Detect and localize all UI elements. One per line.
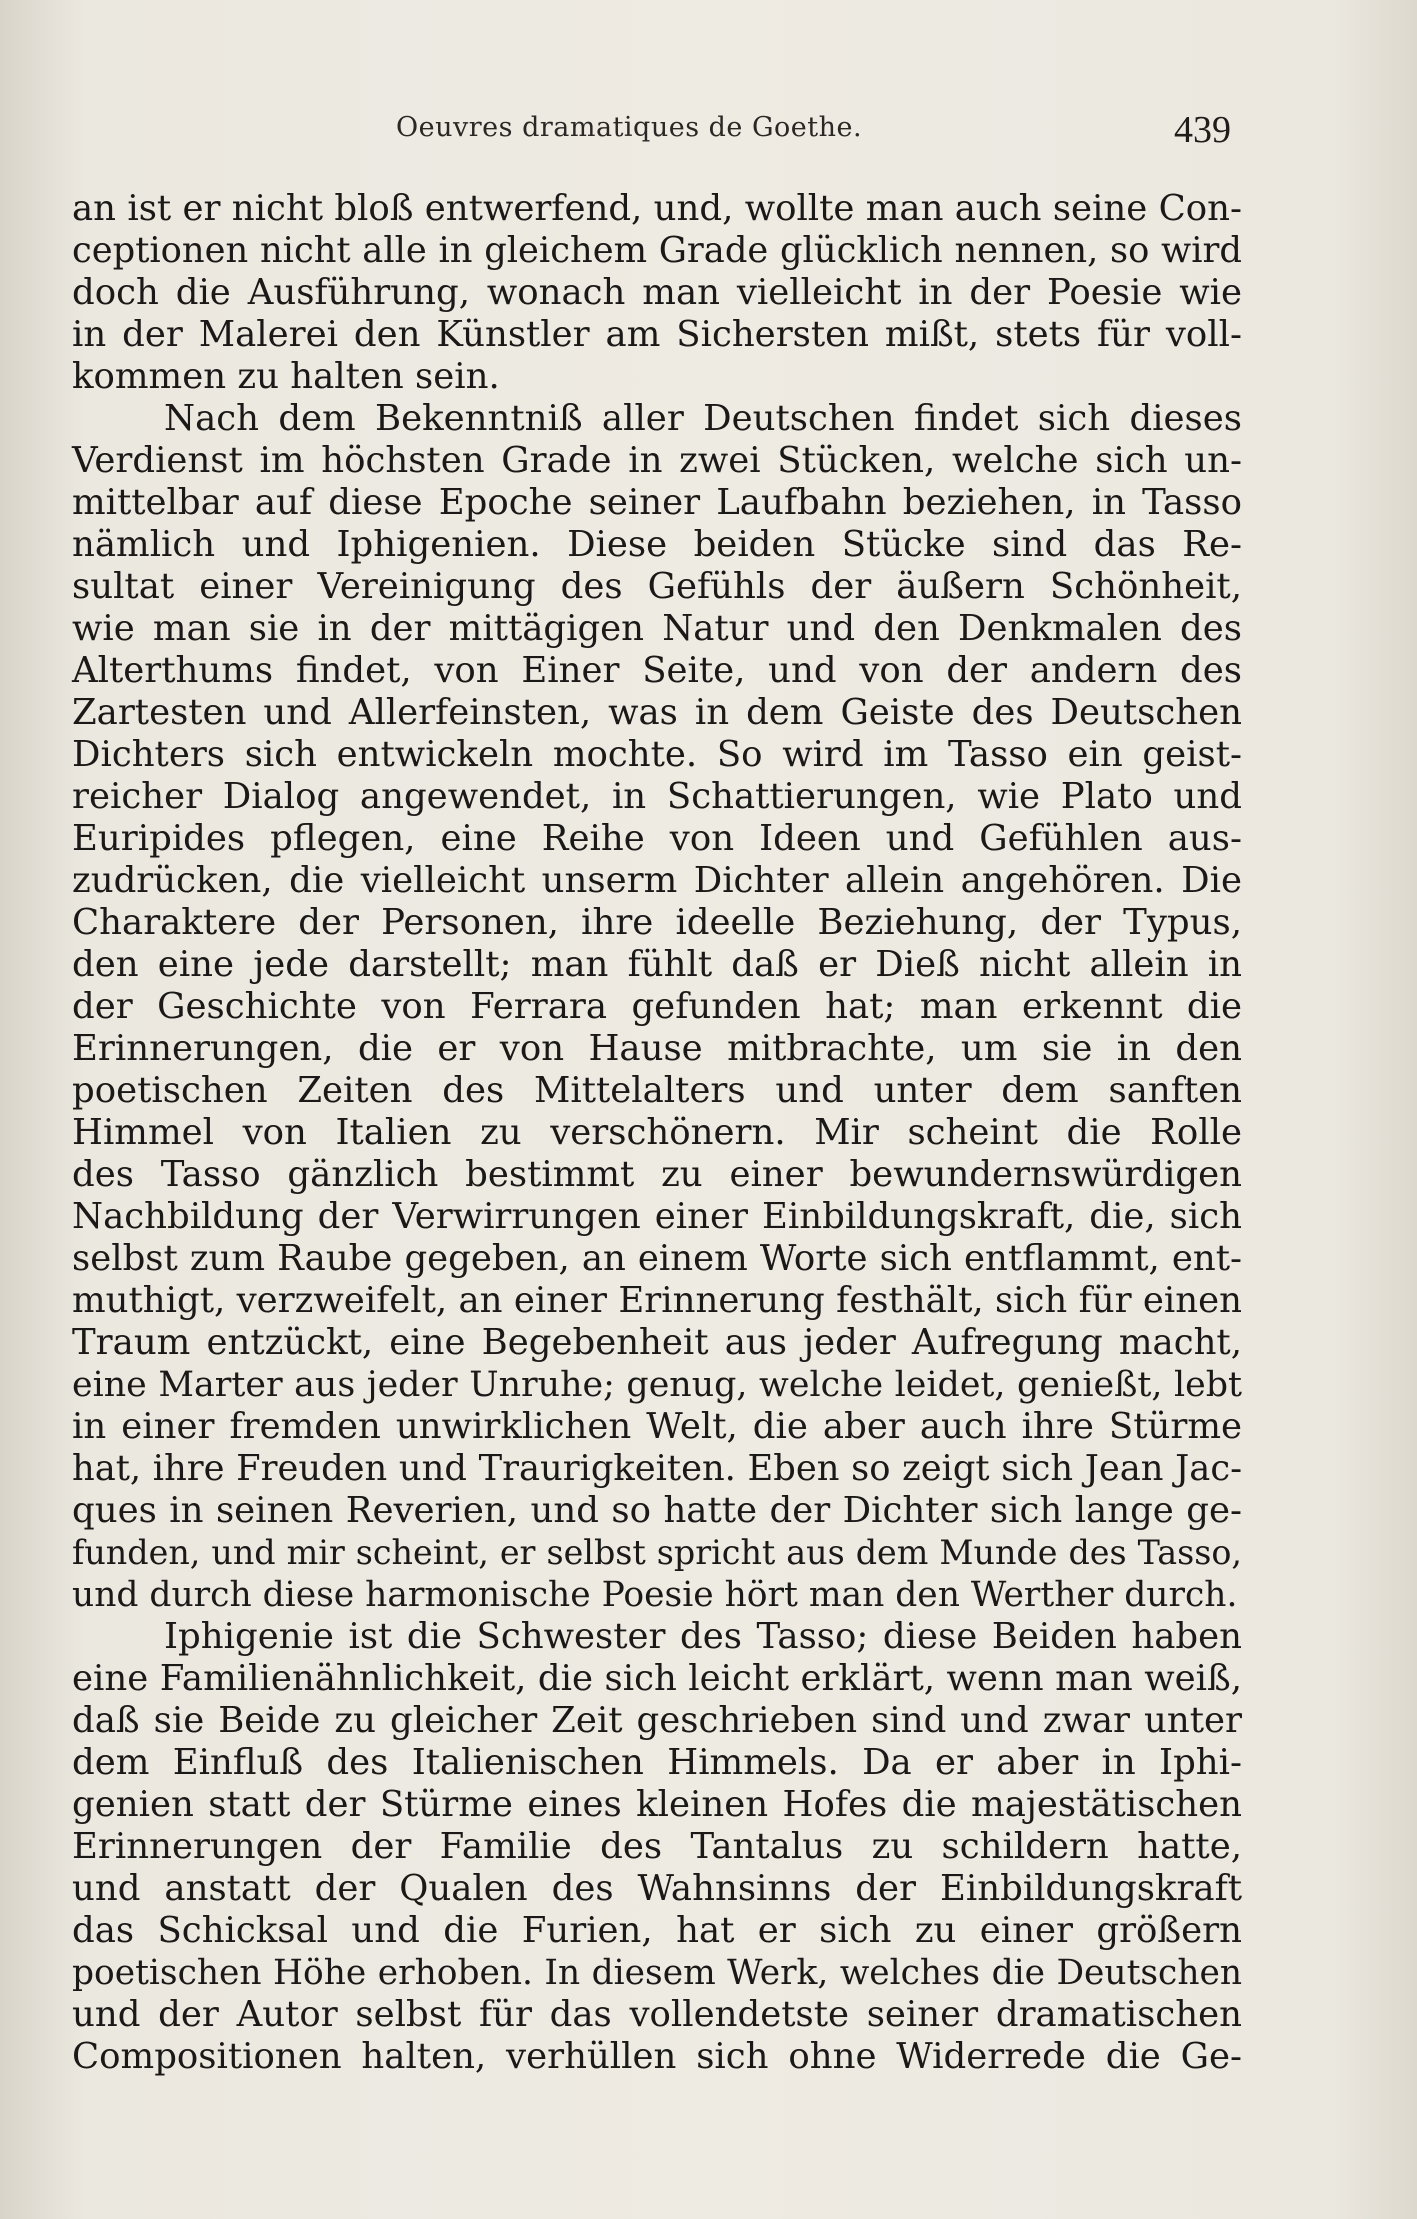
running-head-title: Oeuvres dramatiques de Goethe. (396, 112, 863, 143)
body-text (72, 188, 1242, 2078)
text-line: und der Autor selbst für das vollendetste seiner dramatischen (72, 1994, 1242, 2035)
text-line: das Schicksal und die Furien, hat er sich zu einer größern (72, 1910, 1242, 1951)
text-line: hat, ihre Freuden und Traurigkeiten. Eben so zeigt sich Jean Jac- (72, 1448, 1242, 1489)
text-line: eine Familienähnlichkeit, die sich leicht erklärt, wenn man weiß, (72, 1658, 1242, 1699)
text-line: poetischen Höhe erhoben. In diesem Werk, welches die Deutschen (72, 1953, 1242, 1993)
text-line: genien statt der Stürme eines kleinen Hofes die majestätischen (72, 1784, 1242, 1825)
text-line: in der Malerei den Künstler am Sichersten mißt, stets für voll- (72, 314, 1242, 355)
text-line: poetischen Zeiten des Mittelalters und unter dem sanften (72, 1070, 1242, 1111)
text-line: Traum entzückt, eine Begebenheit aus jeder Aufregung macht, (72, 1322, 1242, 1363)
text-line: Verdienst im höchsten Grade in zwei Stücken, welche sich un- (72, 440, 1242, 481)
text-line: doch die Ausführung, wonach man vielleicht in der Poesie wie (72, 272, 1242, 313)
text-line: Nach dem Bekenntniß aller Deutschen findet sich dieses (164, 398, 1242, 439)
text-line: ques in seinen Reverien, und so hatte der Dichter sich lange ge- (72, 1490, 1242, 1531)
text-line: Nachbildung der Verwirrungen einer Einbildungskraft, die, sich (72, 1196, 1242, 1237)
text-line: Dichters sich entwickeln mochte. So wird im Tasso ein geist- (72, 734, 1242, 775)
text-line: Himmel von Italien zu verschönern. Mir scheint die Rolle (72, 1112, 1242, 1153)
text-line: an ist er nicht bloß entwerfend, und, wollte man auch seine Con- (72, 188, 1242, 229)
text-line: selbst zum Raube gegeben, an einem Worte sich entflammt, ent- (72, 1238, 1242, 1279)
text-line: Charaktere der Personen, ihre ideelle Beziehung, der Typus, (72, 902, 1242, 943)
text-line: reicher Dialog angewendet, in Schattierungen, wie Plato und (72, 776, 1242, 817)
text-line: und anstatt der Qualen des Wahnsinns der Einbildungskraft (72, 1868, 1242, 1909)
text-line: der Geschichte von Ferrara gefunden hat; man erkennt die (72, 986, 1242, 1027)
text-line: funden, und mir scheint, er selbst spricht aus dem Munde des Tasso, (72, 1533, 1242, 1572)
text-line: Iphigenie ist die Schwester des Tasso; diese Beiden haben (164, 1616, 1242, 1657)
running-head (72, 108, 1231, 152)
text-line: wie man sie in der mittägigen Natur und den Denkmalen des (72, 608, 1242, 649)
text-line: Erinnerungen der Familie des Tantalus zu schildern hatte, (72, 1826, 1242, 1867)
text-line: zudrücken, die vielleicht unserm Dichter allein angehören. Die (72, 860, 1242, 901)
text-line: Compositionen halten, verhüllen sich ohne Widerrede die Ge- (72, 2036, 1242, 2077)
text-line: Alterthums findet, von Einer Seite, und von der andern des (72, 650, 1242, 691)
text-line: daß sie Beide zu gleicher Zeit geschrieben sind und zwar unter (72, 1700, 1242, 1741)
text-line: des Tasso gänzlich bestimmt zu einer bewundernswürdigen (72, 1154, 1242, 1195)
text-line: mittelbar auf diese Epoche seiner Laufbahn beziehen, in Tasso (72, 482, 1242, 523)
text-line: Erinnerungen, die er von Hause mitbrachte, um sie in den (72, 1028, 1242, 1069)
text-line: in einer fremden unwirklichen Welt, die aber auch ihre Stürme (72, 1406, 1242, 1447)
text-line: den eine jede darstellt; man fühlt daß er Dieß nicht allein in (72, 944, 1242, 985)
text-line: und durch diese harmonische Poesie hört man den Werther durch. (72, 1575, 1238, 1615)
text-line: Zartesten und Allerfeinsten, was in dem Geiste des Deutschen (72, 692, 1242, 733)
text-line: Euripides pflegen, eine Reihe von Ideen und Gefühlen aus- (72, 818, 1242, 859)
text-line: nämlich und Iphigenien. Diese beiden Stücke sind das Re- (72, 524, 1242, 565)
text-line: dem Einfluß des Italienischen Himmels. Da er aber in Iphi- (72, 1742, 1242, 1783)
page-number: 439 (1174, 109, 1231, 151)
text-line: muthigt, verzweifelt, an einer Erinnerung festhält, sich für einen (72, 1280, 1242, 1321)
text-line: kommen zu halten sein. (72, 356, 500, 397)
text-line: eine Marter aus jeder Unruhe; genug, welche leidet, genießt, lebt (72, 1365, 1242, 1405)
text-line: ceptionen nicht alle in gleichem Grade glücklich nennen, so wird (72, 230, 1242, 271)
text-line: sultat einer Vereinigung des Gefühls der äußern Schönheit, (72, 566, 1242, 607)
